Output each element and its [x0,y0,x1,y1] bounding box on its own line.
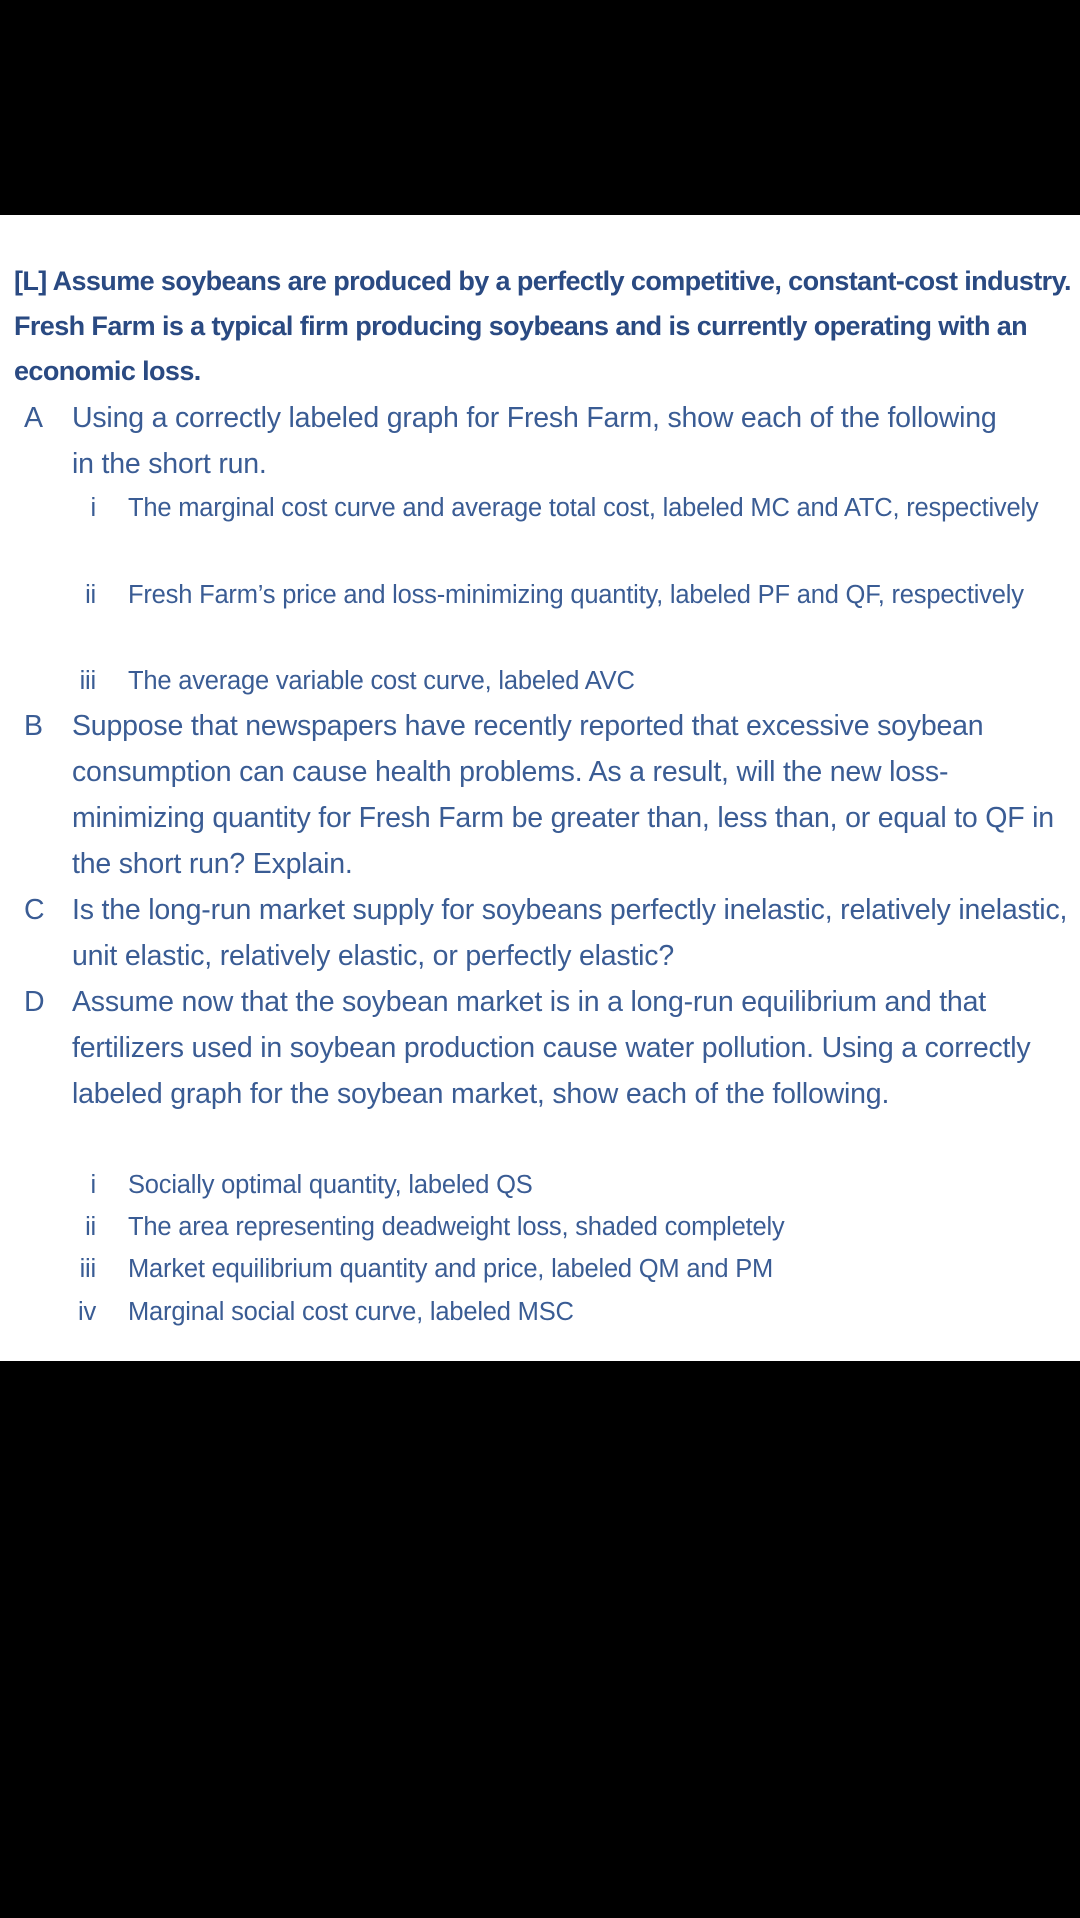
part-letter: B [24,710,43,742]
part-text: Is the long-run market supply for soybeans perfectly inelastic, relatively inelastic, unit elastic, relatively elastic, or perfectly elastic? [72,894,1068,972]
subpart-number: ii [85,1213,96,1241]
subpart-number: ii [85,581,96,609]
subpart-text: Fresh Farm’s price and loss-minimizing quantity, labeled PF and QF, respectively [128,581,1024,609]
part-text: Assume now that the soybean market is in a long-run equilibrium and that fertilizers used in soybean production cause water pollution. Using a correctly labeled graph for the soybean market, show each of the following. [72,986,1031,1110]
subpart-text: Market equilibrium quantity and price, labeled QM and PM [128,1255,774,1283]
part-b [24,703,1076,887]
part-text: Using a correctly labeled graph for Fresh Farm, show each of the following in the short run. [72,402,997,480]
subpart-number: i [90,494,96,522]
subpart-text: Socially optimal quantity, labeled QS [128,1171,533,1199]
subpart-text: Marginal social cost curve, labeled MSC [128,1298,574,1326]
subpart-d-iii [60,1249,1070,1291]
subpart-text: The average variable cost curve, labeled AVC [128,667,635,695]
part-letter: C [24,894,45,926]
part-letter: D [24,986,45,1018]
subpart-text: The marginal cost curve and average total cost, labeled MC and ATC, respectively [128,494,1039,522]
part-a [24,395,1074,487]
subpart-number: iii [79,667,96,695]
part-letter: A [24,402,43,434]
subpart-number: iii [79,1255,96,1283]
subpart-a-iii [60,661,1070,703]
question-document [0,215,1080,1361]
subpart-d-iv [60,1292,1070,1334]
subpart-d-ii [60,1207,1070,1249]
part-d [24,979,1076,1163]
part-c [24,887,1074,979]
subpart-number: iv [77,1298,96,1326]
subpart-d-i [60,1165,1070,1207]
question-stem: [L] Assume soybeans are produced by a perfectly competitive, constant-cost industry. Fresh Farm is a typical firm producing soybeans and is currently operating with an economic loss. [14,266,1071,386]
subpart-text: The area representing deadweight loss, shaded completely [128,1213,785,1241]
subpart-number: i [90,1171,96,1199]
subpart-a-i [60,488,1070,570]
subpart-a-ii [60,575,1070,657]
part-text: Suppose that newspapers have recently reported that excessive soybean consumption can cause health problems. As a result, will the new loss-minimizing quantity for Fresh Farm be greater than, less than, or equal to QF in the short run? Explain. [72,710,1054,880]
